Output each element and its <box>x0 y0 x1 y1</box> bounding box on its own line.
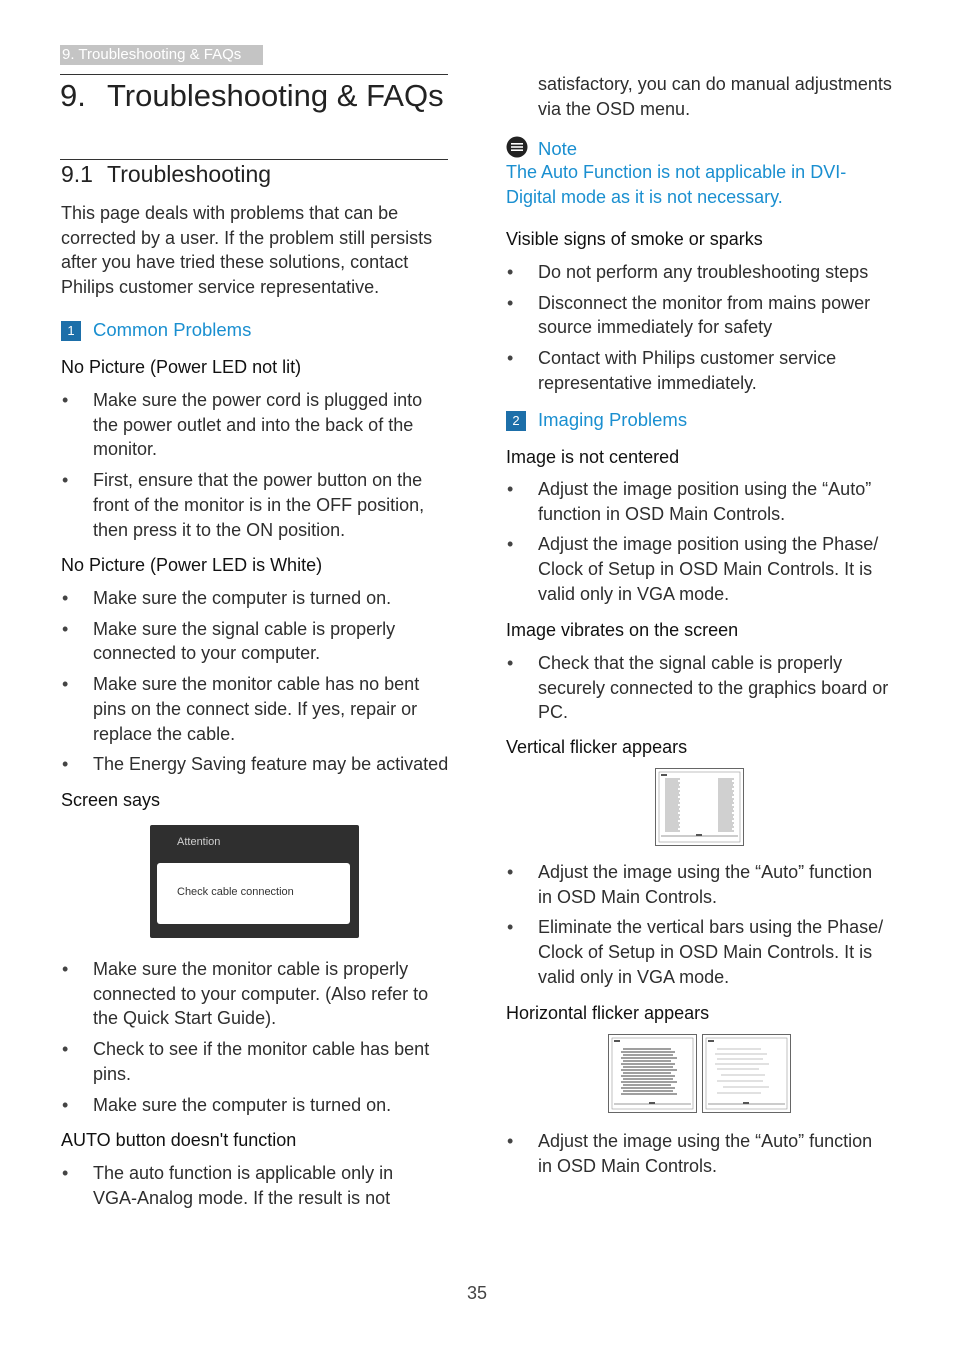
list-item: • Do not perform any troubleshooting steps <box>506 260 896 285</box>
no-picture-off-heading: No Picture (Power LED not lit) <box>61 357 302 377</box>
section-badge: 1 <box>61 321 81 341</box>
list-item: • Make sure the computer is turned on. <box>61 1093 449 1118</box>
list-item: • The auto function is applicable only in VGA-Analog mode. If the result is not <box>61 1161 431 1210</box>
horizontal-flicker-list <box>506 1129 891 1184</box>
imaging-problems-heading <box>506 409 687 431</box>
list-item: • Check that the signal cable is properly securely connected to the graphics board or PC. <box>506 651 891 725</box>
section-title-text: Troubleshooting <box>107 161 272 187</box>
chapter-number: 9. <box>60 78 86 113</box>
common-problems-title: Common Problems <box>93 319 252 340</box>
chapter-rule <box>60 74 448 75</box>
no-picture-off-list <box>61 388 449 548</box>
osd-attention-dialog <box>150 825 359 938</box>
horizontal-flicker-illustration <box>609 1035 696 1112</box>
section-number: 9.1 <box>61 161 93 187</box>
page-number: 35 <box>466 1283 488 1303</box>
section-badge: 2 <box>506 411 526 431</box>
list-item: • Make sure the computer is turned on. <box>61 586 453 611</box>
note-label: Note <box>538 138 578 159</box>
not-centered-heading: Image is not centered <box>506 447 680 467</box>
list-item: • Disconnect the monitor from mains power source immediately for safety <box>506 291 896 340</box>
horizontal-flicker-image-before <box>608 1034 697 1113</box>
vertical-flicker-image <box>655 768 744 846</box>
no-picture-white-heading: No Picture (Power LED is White) <box>61 555 323 575</box>
common-problems-heading <box>61 319 251 341</box>
list-item: • Contact with Philips customer service representative immediately. <box>506 346 896 395</box>
note-text: The Auto Function is not applicable in DVI-Digital mode as it is not necessary. <box>506 162 847 207</box>
horizontal-flicker-illustration <box>703 1035 790 1112</box>
note-icon <box>506 136 528 158</box>
smoke-list <box>506 260 896 402</box>
intro-paragraph: This page deals with problems that can be corrected by a user. If the problem still persists after you have tried these solutions, contact Philips customer service representative. <box>61 203 433 298</box>
auto-button-list <box>61 1161 431 1216</box>
screen-says-heading: Screen says <box>61 790 161 810</box>
vibrates-list <box>506 651 891 731</box>
vertical-flicker-illustration <box>656 769 743 845</box>
chapter-title <box>60 78 444 114</box>
auto-button-continuation: satisfactory, you can do manual adjustments via the OSD menu. <box>538 74 892 119</box>
osd-message: Check cable connection <box>177 886 294 898</box>
section-rule <box>60 159 448 160</box>
list-item: • Eliminate the vertical bars using the Phase/ Clock of Setup in OSD Main Controls. It is valid only in VGA mode. <box>506 915 891 989</box>
list-item: • Make sure the monitor cable has no bent pins on the connect side. If yes, repair or replace the cable. <box>61 672 453 746</box>
imaging-problems-title: Imaging Problems <box>538 409 688 430</box>
no-picture-white-list <box>61 586 453 783</box>
list-item: • Make sure the signal cable is properly connected to your computer. <box>61 617 453 666</box>
note-heading <box>506 136 577 160</box>
screen-says-list <box>61 957 449 1123</box>
list-item: • Check to see if the monitor cable has bent pins. <box>61 1037 449 1086</box>
not-centered-list <box>506 477 896 613</box>
osd-title: Attention <box>177 836 221 848</box>
smoke-heading: Visible signs of smoke or sparks <box>506 229 763 249</box>
list-item: • Make sure the monitor cable is properly connected to your computer. (Also refer to the Quick Start Guide). <box>61 957 449 1031</box>
vertical-flicker-heading: Vertical flicker appears <box>506 737 688 757</box>
list-item: • Adjust the image position using the “Auto” function in OSD Main Controls. <box>506 477 896 526</box>
list-item: • Make sure the power cord is plugged into the power outlet and into the back of the monitor. <box>61 388 449 462</box>
vibrates-heading: Image vibrates on the screen <box>506 620 739 640</box>
list-item: • The Energy Saving feature may be activated <box>61 752 453 777</box>
horizontal-flicker-image-after <box>702 1034 791 1113</box>
section-title <box>61 161 271 188</box>
vertical-flicker-list <box>506 860 891 996</box>
list-item: • Adjust the image using the “Auto” function in OSD Main Controls. <box>506 860 891 909</box>
list-item: • Adjust the image position using the Phase/ Clock of Setup in OSD Main Controls. It is valid only in VGA mode. <box>506 532 896 606</box>
list-item: • Adjust the image using the “Auto” function in OSD Main Controls. <box>506 1129 891 1178</box>
horizontal-flicker-heading: Horizontal flicker appears <box>506 1003 710 1023</box>
auto-button-heading: AUTO button doesn't function <box>61 1130 297 1150</box>
osd-message-box <box>157 863 350 924</box>
breadcrumb: 9. Troubleshooting & FAQs <box>60 45 263 65</box>
list-item: • First, ensure that the power button on the front of the monitor is in the OFF position, then press it to the ON position. <box>61 468 449 542</box>
chapter-title-text: Troubleshooting & FAQs <box>107 78 444 113</box>
